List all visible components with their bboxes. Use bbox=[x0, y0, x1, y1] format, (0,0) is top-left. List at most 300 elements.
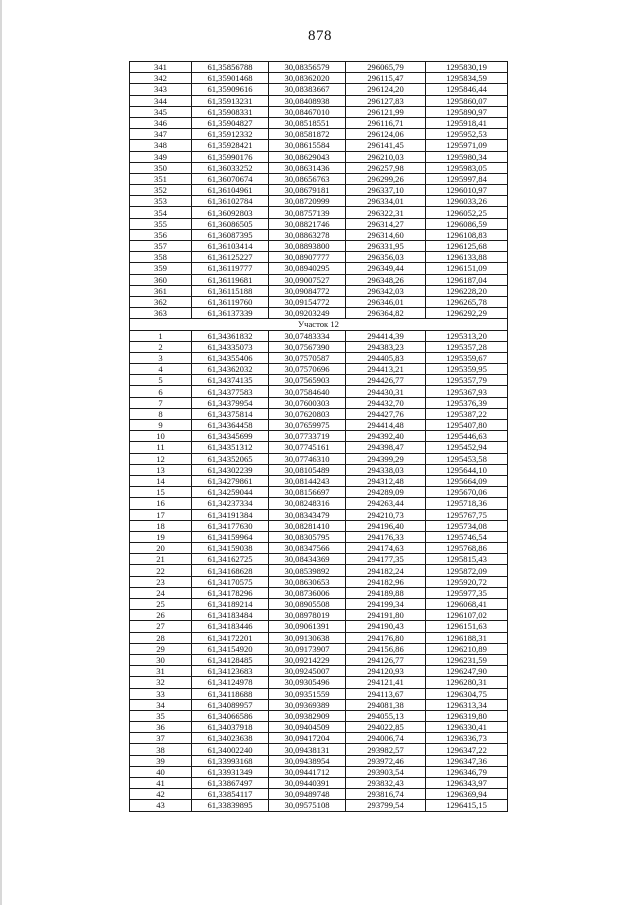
x-coordinate-cell: 293982,57 bbox=[346, 744, 426, 755]
y-coordinate-cell: 1295890,97 bbox=[426, 106, 508, 117]
point-number-cell: 11 bbox=[130, 442, 192, 453]
table-row bbox=[130, 778, 508, 789]
y-coordinate-cell: 1296033,26 bbox=[426, 196, 508, 207]
table-row bbox=[130, 364, 508, 375]
x-coordinate-cell: 294174,63 bbox=[346, 543, 426, 554]
table-row bbox=[130, 408, 508, 419]
y-coordinate-cell: 1296265,78 bbox=[426, 296, 508, 307]
x-coordinate-cell: 296116,71 bbox=[346, 117, 426, 128]
x-coordinate-cell: 296364,82 bbox=[346, 308, 426, 319]
table-row bbox=[130, 162, 508, 173]
longitude-cell: 30,07746310 bbox=[269, 453, 346, 464]
longitude-cell: 30,09214229 bbox=[269, 654, 346, 665]
section-header-row bbox=[130, 319, 508, 330]
y-coordinate-cell: 1295746,54 bbox=[426, 531, 508, 542]
x-coordinate-cell: 296314,27 bbox=[346, 218, 426, 229]
y-coordinate-cell: 1296313,34 bbox=[426, 699, 508, 710]
longitude-cell: 30,07565903 bbox=[269, 375, 346, 386]
latitude-cell: 61,36125227 bbox=[192, 252, 269, 263]
coordinates-table bbox=[129, 61, 508, 812]
x-coordinate-cell: 294399,29 bbox=[346, 453, 426, 464]
y-coordinate-cell: 1296415,15 bbox=[426, 800, 508, 811]
table-row bbox=[130, 755, 508, 766]
table-row bbox=[130, 666, 508, 677]
longitude-cell: 30,08978019 bbox=[269, 610, 346, 621]
longitude-cell: 30,08434369 bbox=[269, 554, 346, 565]
point-number-cell: 342 bbox=[130, 73, 192, 84]
latitude-cell: 61,35904827 bbox=[192, 117, 269, 128]
y-coordinate-cell: 1296304,75 bbox=[426, 688, 508, 699]
y-coordinate-cell: 1296107,02 bbox=[426, 610, 508, 621]
table-row bbox=[130, 386, 508, 397]
x-coordinate-cell: 294263,44 bbox=[346, 498, 426, 509]
table-row bbox=[130, 140, 508, 151]
latitude-cell: 61,34259044 bbox=[192, 487, 269, 498]
y-coordinate-cell: 1296151,09 bbox=[426, 263, 508, 274]
latitude-cell: 61,34089957 bbox=[192, 699, 269, 710]
x-coordinate-cell: 294427,76 bbox=[346, 408, 426, 419]
latitude-cell: 61,34118688 bbox=[192, 688, 269, 699]
latitude-cell: 61,34124978 bbox=[192, 677, 269, 688]
latitude-cell: 61,34352065 bbox=[192, 453, 269, 464]
point-number-cell: 349 bbox=[130, 151, 192, 162]
x-coordinate-cell: 296334,01 bbox=[346, 196, 426, 207]
point-number-cell: 21 bbox=[130, 554, 192, 565]
y-coordinate-cell: 1296228,20 bbox=[426, 285, 508, 296]
point-number-cell: 355 bbox=[130, 218, 192, 229]
point-number-cell: 10 bbox=[130, 431, 192, 442]
longitude-cell: 30,08281410 bbox=[269, 520, 346, 531]
point-number-cell: 357 bbox=[130, 241, 192, 252]
x-coordinate-cell: 294289,09 bbox=[346, 487, 426, 498]
y-coordinate-cell: 1296151,63 bbox=[426, 621, 508, 632]
table-row bbox=[130, 241, 508, 252]
section-header-group bbox=[130, 319, 508, 330]
table-row bbox=[130, 397, 508, 408]
table-row bbox=[130, 129, 508, 140]
x-coordinate-cell: 294121,41 bbox=[346, 677, 426, 688]
y-coordinate-cell: 1296231,59 bbox=[426, 654, 508, 665]
y-coordinate-cell: 1295734,08 bbox=[426, 520, 508, 531]
longitude-cell: 30,08863278 bbox=[269, 229, 346, 240]
point-number-cell: 350 bbox=[130, 162, 192, 173]
table-row bbox=[130, 520, 508, 531]
longitude-cell: 30,07620803 bbox=[269, 408, 346, 419]
x-coordinate-cell: 294189,88 bbox=[346, 587, 426, 598]
page-number: 878 bbox=[308, 28, 332, 44]
table-row bbox=[130, 252, 508, 263]
x-coordinate-cell: 296127,83 bbox=[346, 95, 426, 106]
latitude-cell: 61,35913231 bbox=[192, 95, 269, 106]
table-row bbox=[130, 766, 508, 777]
y-coordinate-cell: 1296133,88 bbox=[426, 252, 508, 263]
longitude-cell: 30,09440391 bbox=[269, 778, 346, 789]
point-number-cell: 353 bbox=[130, 196, 192, 207]
latitude-cell: 61,35908331 bbox=[192, 106, 269, 117]
y-coordinate-cell: 1296052,25 bbox=[426, 207, 508, 218]
x-coordinate-cell: 294126,77 bbox=[346, 654, 426, 665]
latitude-cell: 61,34379954 bbox=[192, 397, 269, 408]
section-title: Участок 12 bbox=[130, 319, 508, 330]
y-coordinate-cell: 1295359,67 bbox=[426, 352, 508, 363]
y-coordinate-cell: 1296346,79 bbox=[426, 766, 508, 777]
table-body-before bbox=[130, 62, 508, 319]
x-coordinate-cell: 294120,93 bbox=[346, 666, 426, 677]
latitude-cell: 61,35909616 bbox=[192, 84, 269, 95]
longitude-cell: 30,08144243 bbox=[269, 475, 346, 486]
latitude-cell: 61,34066586 bbox=[192, 710, 269, 721]
point-number-cell: 16 bbox=[130, 498, 192, 509]
point-number-cell: 5 bbox=[130, 375, 192, 386]
y-coordinate-cell: 1296347,36 bbox=[426, 755, 508, 766]
table-row bbox=[130, 106, 508, 117]
longitude-cell: 30,09417204 bbox=[269, 733, 346, 744]
longitude-cell: 30,07570696 bbox=[269, 364, 346, 375]
y-coordinate-cell: 1295446,63 bbox=[426, 431, 508, 442]
x-coordinate-cell: 294430,31 bbox=[346, 386, 426, 397]
y-coordinate-cell: 1295367,93 bbox=[426, 386, 508, 397]
table-body-after bbox=[130, 330, 508, 811]
point-number-cell: 19 bbox=[130, 531, 192, 542]
latitude-cell: 61,36086505 bbox=[192, 218, 269, 229]
latitude-cell: 61,36104961 bbox=[192, 185, 269, 196]
x-coordinate-cell: 296337,10 bbox=[346, 185, 426, 196]
x-coordinate-cell: 296141,45 bbox=[346, 140, 426, 151]
table-row bbox=[130, 151, 508, 162]
latitude-cell: 61,34168628 bbox=[192, 565, 269, 576]
y-coordinate-cell: 1295387,22 bbox=[426, 408, 508, 419]
x-coordinate-cell: 294191,80 bbox=[346, 610, 426, 621]
point-number-cell: 362 bbox=[130, 296, 192, 307]
latitude-cell: 61,34159964 bbox=[192, 531, 269, 542]
longitude-cell: 30,07567390 bbox=[269, 341, 346, 352]
point-number-cell: 24 bbox=[130, 587, 192, 598]
x-coordinate-cell: 294022,85 bbox=[346, 722, 426, 733]
longitude-cell: 30,08305795 bbox=[269, 531, 346, 542]
point-number-cell: 33 bbox=[130, 688, 192, 699]
latitude-cell: 61,33993168 bbox=[192, 755, 269, 766]
table-row bbox=[130, 95, 508, 106]
point-number-cell: 354 bbox=[130, 207, 192, 218]
y-coordinate-cell: 1296369,94 bbox=[426, 789, 508, 800]
latitude-cell: 61,34345699 bbox=[192, 431, 269, 442]
x-coordinate-cell: 296342,03 bbox=[346, 285, 426, 296]
point-number-cell: 345 bbox=[130, 106, 192, 117]
latitude-cell: 61,34162725 bbox=[192, 554, 269, 565]
point-number-cell: 23 bbox=[130, 576, 192, 587]
longitude-cell: 30,07483334 bbox=[269, 330, 346, 341]
table-row bbox=[130, 296, 508, 307]
table-row bbox=[130, 218, 508, 229]
point-number-cell: 30 bbox=[130, 654, 192, 665]
x-coordinate-cell: 294177,35 bbox=[346, 554, 426, 565]
point-number-cell: 1 bbox=[130, 330, 192, 341]
latitude-cell: 61,34037918 bbox=[192, 722, 269, 733]
latitude-cell: 61,34177630 bbox=[192, 520, 269, 531]
y-coordinate-cell: 1296330,41 bbox=[426, 722, 508, 733]
point-number-cell: 41 bbox=[130, 778, 192, 789]
latitude-cell: 61,34377583 bbox=[192, 386, 269, 397]
x-coordinate-cell: 296124,06 bbox=[346, 129, 426, 140]
latitude-cell: 61,36070674 bbox=[192, 173, 269, 184]
table-row bbox=[130, 285, 508, 296]
y-coordinate-cell: 1295872,09 bbox=[426, 565, 508, 576]
x-coordinate-cell: 296314,60 bbox=[346, 229, 426, 240]
longitude-cell: 30,09007527 bbox=[269, 274, 346, 285]
latitude-cell: 61,34374135 bbox=[192, 375, 269, 386]
y-coordinate-cell: 1296068,41 bbox=[426, 599, 508, 610]
point-number-cell: 18 bbox=[130, 520, 192, 531]
scan-edge bbox=[0, 0, 2, 905]
latitude-cell: 61,34183446 bbox=[192, 621, 269, 632]
longitude-cell: 30,08347566 bbox=[269, 543, 346, 554]
y-coordinate-cell: 1295767,75 bbox=[426, 509, 508, 520]
point-number-cell: 37 bbox=[130, 733, 192, 744]
x-coordinate-cell: 294432,70 bbox=[346, 397, 426, 408]
y-coordinate-cell: 1296125,68 bbox=[426, 241, 508, 252]
longitude-cell: 30,07733719 bbox=[269, 431, 346, 442]
table-row bbox=[130, 196, 508, 207]
point-number-cell: 8 bbox=[130, 408, 192, 419]
longitude-cell: 30,08736006 bbox=[269, 587, 346, 598]
y-coordinate-cell: 1295918,41 bbox=[426, 117, 508, 128]
latitude-cell: 61,34375814 bbox=[192, 408, 269, 419]
x-coordinate-cell: 296346,01 bbox=[346, 296, 426, 307]
longitude-cell: 30,08408938 bbox=[269, 95, 346, 106]
table-row bbox=[130, 599, 508, 610]
table-row bbox=[130, 207, 508, 218]
longitude-cell: 30,08356579 bbox=[269, 62, 346, 73]
table-row bbox=[130, 632, 508, 643]
latitude-cell: 61,34237334 bbox=[192, 498, 269, 509]
latitude-cell: 61,35912332 bbox=[192, 129, 269, 140]
latitude-cell: 61,34128485 bbox=[192, 654, 269, 665]
y-coordinate-cell: 1296187,04 bbox=[426, 274, 508, 285]
latitude-cell: 61,34170575 bbox=[192, 576, 269, 587]
x-coordinate-cell: 296348,26 bbox=[346, 274, 426, 285]
point-number-cell: 13 bbox=[130, 464, 192, 475]
point-number-cell: 363 bbox=[130, 308, 192, 319]
longitude-cell: 30,09173907 bbox=[269, 643, 346, 654]
point-number-cell: 43 bbox=[130, 800, 192, 811]
table-row bbox=[130, 263, 508, 274]
x-coordinate-cell: 294182,96 bbox=[346, 576, 426, 587]
y-coordinate-cell: 1295920,72 bbox=[426, 576, 508, 587]
latitude-cell: 61,36087395 bbox=[192, 229, 269, 240]
longitude-cell: 30,08940295 bbox=[269, 263, 346, 274]
latitude-cell: 61,34172201 bbox=[192, 632, 269, 643]
longitude-cell: 30,08343479 bbox=[269, 509, 346, 520]
table-row bbox=[130, 173, 508, 184]
table-row bbox=[130, 677, 508, 688]
longitude-cell: 30,08893800 bbox=[269, 241, 346, 252]
latitude-cell: 61,34362032 bbox=[192, 364, 269, 375]
x-coordinate-cell: 296115,47 bbox=[346, 73, 426, 84]
longitude-cell: 30,08248316 bbox=[269, 498, 346, 509]
latitude-cell: 61,34002240 bbox=[192, 744, 269, 755]
table-row bbox=[130, 475, 508, 486]
longitude-cell: 30,08905508 bbox=[269, 599, 346, 610]
longitude-cell: 30,08383667 bbox=[269, 84, 346, 95]
y-coordinate-cell: 1295952,53 bbox=[426, 129, 508, 140]
table-row bbox=[130, 431, 508, 442]
point-number-cell: 361 bbox=[130, 285, 192, 296]
x-coordinate-cell: 296322,31 bbox=[346, 207, 426, 218]
longitude-cell: 30,08518551 bbox=[269, 117, 346, 128]
longitude-cell: 30,07745161 bbox=[269, 442, 346, 453]
point-number-cell: 344 bbox=[130, 95, 192, 106]
longitude-cell: 30,07600303 bbox=[269, 397, 346, 408]
point-number-cell: 31 bbox=[130, 666, 192, 677]
x-coordinate-cell: 293972,46 bbox=[346, 755, 426, 766]
x-coordinate-cell: 294392,40 bbox=[346, 431, 426, 442]
x-coordinate-cell: 294398,47 bbox=[346, 442, 426, 453]
x-coordinate-cell: 294210,73 bbox=[346, 509, 426, 520]
y-coordinate-cell: 1295359,95 bbox=[426, 364, 508, 375]
point-number-cell: 343 bbox=[130, 84, 192, 95]
longitude-cell: 30,09441712 bbox=[269, 766, 346, 777]
longitude-cell: 30,08907777 bbox=[269, 252, 346, 263]
table-row bbox=[130, 688, 508, 699]
table-row bbox=[130, 308, 508, 319]
y-coordinate-cell: 1295453,58 bbox=[426, 453, 508, 464]
latitude-cell: 61,33931349 bbox=[192, 766, 269, 777]
point-number-cell: 356 bbox=[130, 229, 192, 240]
latitude-cell: 61,36115188 bbox=[192, 285, 269, 296]
x-coordinate-cell: 296065,79 bbox=[346, 62, 426, 73]
x-coordinate-cell: 296257,98 bbox=[346, 162, 426, 173]
latitude-cell: 61,34191384 bbox=[192, 509, 269, 520]
table-row bbox=[130, 554, 508, 565]
longitude-cell: 30,09130638 bbox=[269, 632, 346, 643]
point-number-cell: 25 bbox=[130, 599, 192, 610]
point-number-cell: 22 bbox=[130, 565, 192, 576]
latitude-cell: 61,36137339 bbox=[192, 308, 269, 319]
table-row bbox=[130, 710, 508, 721]
x-coordinate-cell: 294383,23 bbox=[346, 341, 426, 352]
point-number-cell: 351 bbox=[130, 173, 192, 184]
point-number-cell: 14 bbox=[130, 475, 192, 486]
longitude-cell: 30,09061391 bbox=[269, 621, 346, 632]
x-coordinate-cell: 296124,20 bbox=[346, 84, 426, 95]
longitude-cell: 30,09245007 bbox=[269, 666, 346, 677]
latitude-cell: 61,34178296 bbox=[192, 587, 269, 598]
longitude-cell: 30,08581872 bbox=[269, 129, 346, 140]
x-coordinate-cell: 294413,21 bbox=[346, 364, 426, 375]
longitude-cell: 30,08615584 bbox=[269, 140, 346, 151]
point-number-cell: 4 bbox=[130, 364, 192, 375]
latitude-cell: 61,36119681 bbox=[192, 274, 269, 285]
longitude-cell: 30,07570587 bbox=[269, 352, 346, 363]
longitude-cell: 30,09382909 bbox=[269, 710, 346, 721]
latitude-cell: 61,36033252 bbox=[192, 162, 269, 173]
table-row bbox=[130, 587, 508, 598]
x-coordinate-cell: 294405,83 bbox=[346, 352, 426, 363]
longitude-cell: 30,09305496 bbox=[269, 677, 346, 688]
latitude-cell: 61,33854117 bbox=[192, 789, 269, 800]
longitude-cell: 30,08720999 bbox=[269, 196, 346, 207]
y-coordinate-cell: 1296086,59 bbox=[426, 218, 508, 229]
table-row bbox=[130, 84, 508, 95]
y-coordinate-cell: 1296292,29 bbox=[426, 308, 508, 319]
y-coordinate-cell: 1295644,10 bbox=[426, 464, 508, 475]
table-row bbox=[130, 464, 508, 475]
longitude-cell: 30,09575108 bbox=[269, 800, 346, 811]
y-coordinate-cell: 1295664,09 bbox=[426, 475, 508, 486]
latitude-cell: 61,35901468 bbox=[192, 73, 269, 84]
latitude-cell: 61,36092803 bbox=[192, 207, 269, 218]
latitude-cell: 61,34364458 bbox=[192, 420, 269, 431]
table-row bbox=[130, 62, 508, 73]
latitude-cell: 61,34183484 bbox=[192, 610, 269, 621]
x-coordinate-cell: 293903,54 bbox=[346, 766, 426, 777]
table-row bbox=[130, 722, 508, 733]
x-coordinate-cell: 294176,80 bbox=[346, 632, 426, 643]
y-coordinate-cell: 1295980,34 bbox=[426, 151, 508, 162]
table-row bbox=[130, 73, 508, 84]
point-number-cell: 360 bbox=[130, 274, 192, 285]
table-row bbox=[130, 610, 508, 621]
y-coordinate-cell: 1295977,35 bbox=[426, 587, 508, 598]
latitude-cell: 61,34154920 bbox=[192, 643, 269, 654]
x-coordinate-cell: 296356,03 bbox=[346, 252, 426, 263]
point-number-cell: 3 bbox=[130, 352, 192, 363]
latitude-cell: 61,33839895 bbox=[192, 800, 269, 811]
y-coordinate-cell: 1295357,28 bbox=[426, 341, 508, 352]
table-row bbox=[130, 509, 508, 520]
y-coordinate-cell: 1296210,89 bbox=[426, 643, 508, 654]
point-number-cell: 359 bbox=[130, 263, 192, 274]
longitude-cell: 30,09084772 bbox=[269, 285, 346, 296]
y-coordinate-cell: 1295313,20 bbox=[426, 330, 508, 341]
y-coordinate-cell: 1295407,80 bbox=[426, 420, 508, 431]
y-coordinate-cell: 1295830,19 bbox=[426, 62, 508, 73]
y-coordinate-cell: 1295357,79 bbox=[426, 375, 508, 386]
x-coordinate-cell: 294426,77 bbox=[346, 375, 426, 386]
table-row bbox=[130, 330, 508, 341]
point-number-cell: 32 bbox=[130, 677, 192, 688]
y-coordinate-cell: 1296336,73 bbox=[426, 733, 508, 744]
table-row bbox=[130, 654, 508, 665]
point-number-cell: 20 bbox=[130, 543, 192, 554]
x-coordinate-cell: 294414,48 bbox=[346, 420, 426, 431]
y-coordinate-cell: 1296188,31 bbox=[426, 632, 508, 643]
x-coordinate-cell: 294338,03 bbox=[346, 464, 426, 475]
y-coordinate-cell: 1296319,80 bbox=[426, 710, 508, 721]
longitude-cell: 30,09203249 bbox=[269, 308, 346, 319]
latitude-cell: 61,35928421 bbox=[192, 140, 269, 151]
longitude-cell: 30,07584640 bbox=[269, 386, 346, 397]
y-coordinate-cell: 1295846,44 bbox=[426, 84, 508, 95]
latitude-cell: 61,35990176 bbox=[192, 151, 269, 162]
point-number-cell: 7 bbox=[130, 397, 192, 408]
point-number-cell: 39 bbox=[130, 755, 192, 766]
x-coordinate-cell: 294199,34 bbox=[346, 599, 426, 610]
latitude-cell: 61,34159038 bbox=[192, 543, 269, 554]
latitude-cell: 61,34279861 bbox=[192, 475, 269, 486]
table-row bbox=[130, 699, 508, 710]
y-coordinate-cell: 1296108,83 bbox=[426, 229, 508, 240]
y-coordinate-cell: 1295670,06 bbox=[426, 487, 508, 498]
point-number-cell: 36 bbox=[130, 722, 192, 733]
x-coordinate-cell: 294190,43 bbox=[346, 621, 426, 632]
point-number-cell: 40 bbox=[130, 766, 192, 777]
latitude-cell: 61,36103414 bbox=[192, 241, 269, 252]
longitude-cell: 30,08362020 bbox=[269, 73, 346, 84]
y-coordinate-cell: 1295718,36 bbox=[426, 498, 508, 509]
table-row bbox=[130, 543, 508, 554]
table-row bbox=[130, 565, 508, 576]
